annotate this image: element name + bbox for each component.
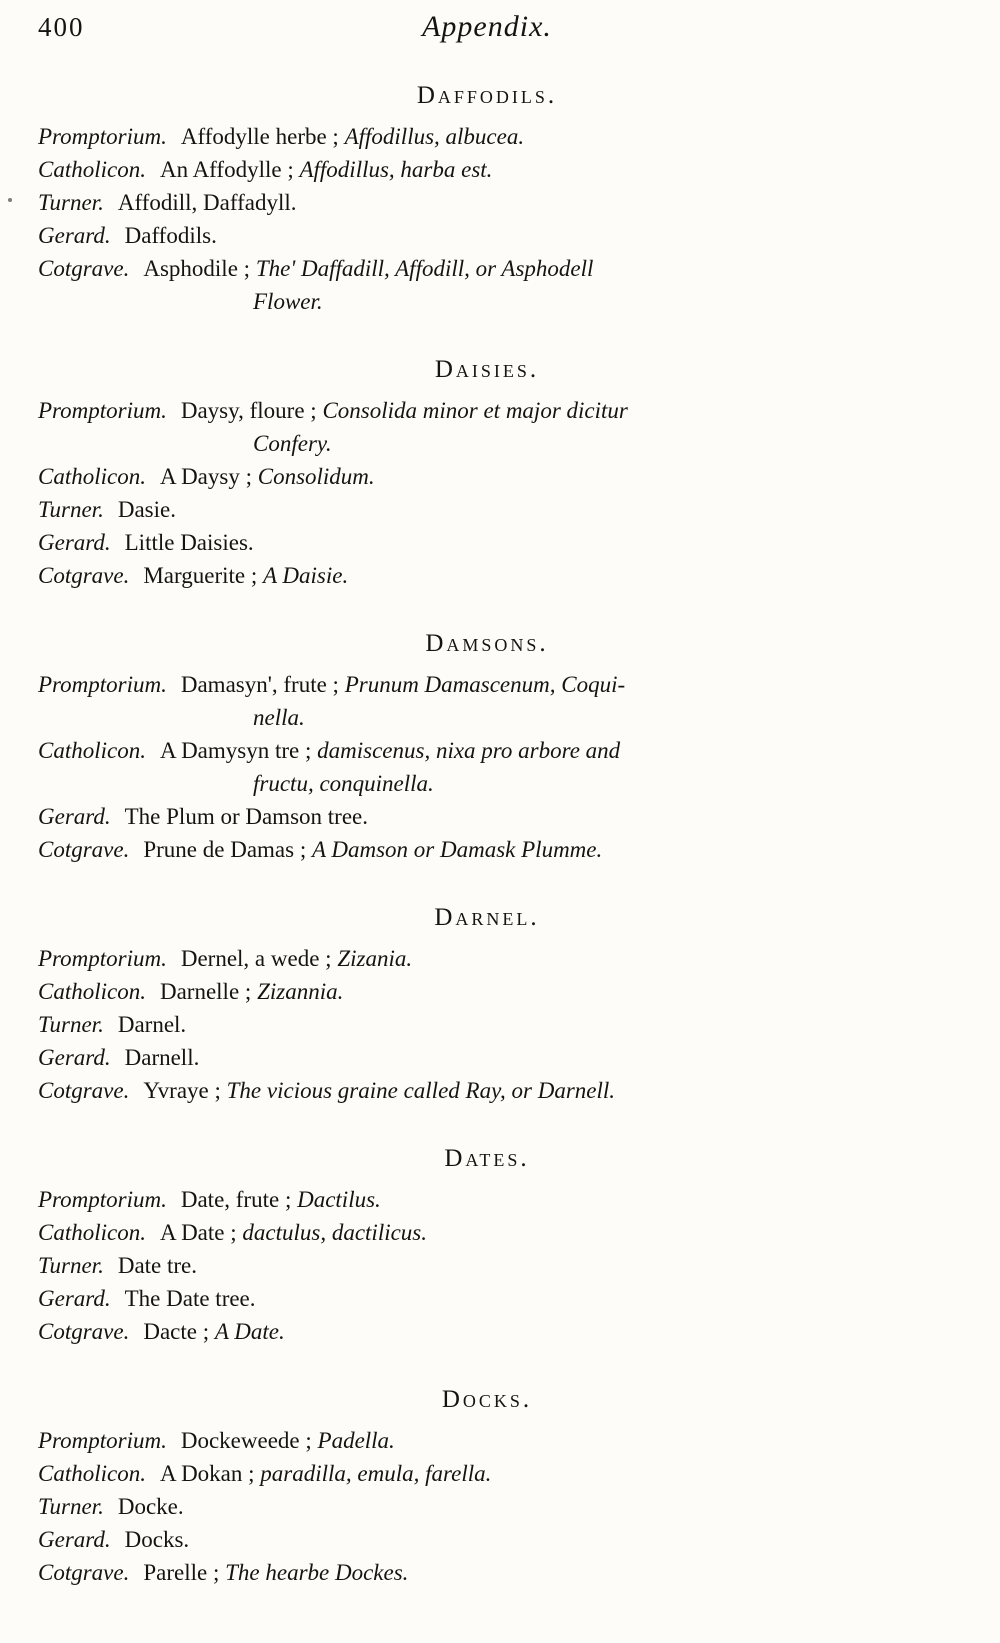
entry-latin-text: Consolida minor et major dicitur (322, 398, 628, 423)
glossary-entry (38, 833, 936, 866)
entry-latin-text: damiscenus, nixa pro arbore and (317, 738, 621, 763)
entry-english-text: Little Daisies. (124, 530, 254, 555)
glossary-section (38, 82, 936, 318)
glossary-section (38, 630, 936, 866)
entry-english-text: The Date tree. (124, 1286, 256, 1311)
glossary-section (38, 1386, 936, 1589)
entry-latin-text: Affodillus, harba est. (299, 157, 493, 182)
entry-source: Promptorium. (38, 672, 167, 697)
entry-source: Catholicon. (38, 979, 146, 1004)
section-title: Docks. (441, 1386, 533, 1413)
entry-source: Turner. (38, 1253, 104, 1278)
glossary-entry (38, 1183, 936, 1216)
entry-english-text: Dockeweede ; (180, 1428, 318, 1453)
entry-english-text: Date, frute ; (180, 1187, 298, 1212)
entry-source: Turner. (38, 1012, 104, 1037)
entry-source: Cotgrave. (38, 837, 130, 862)
section-title: Dates. (444, 1145, 530, 1172)
entry-latin-text: The vicious graine called Ray, or Darnell. (226, 1078, 616, 1103)
entry-english-text: Yvraye ; (143, 1078, 227, 1103)
entry-source: Turner. (38, 497, 104, 522)
entry-latin-text: dactulus, dactilicus. (242, 1220, 428, 1245)
glossary-entry (38, 800, 936, 833)
entry-english-text: Date tre. (117, 1253, 198, 1278)
glossary-entry (38, 1249, 936, 1282)
entry-latin-text: A Damson or Damask Plumme. (312, 837, 603, 862)
glossary-entry (38, 1556, 936, 1589)
entry-latin-text: A Daisie. (263, 563, 349, 588)
glossary-entry (38, 734, 936, 800)
entry-english-text: A Damysyn tre ; (159, 738, 318, 763)
entry-latin-text: Padella. (317, 1428, 395, 1453)
entry-latin-text: Consolidum. (257, 464, 375, 489)
glossary-entry (38, 1282, 936, 1315)
entry-english-text: An Affodylle ; (159, 157, 300, 182)
entry-english-text: Parelle ; (143, 1560, 226, 1585)
entry-continuation: nella. (253, 705, 305, 730)
entry-source: Cotgrave. (38, 1319, 130, 1344)
entry-english-text: Dacte ; (143, 1319, 215, 1344)
entry-source: Promptorium. (38, 124, 167, 149)
entry-latin-text: The hearbe Dockes. (225, 1560, 409, 1585)
glossary-entry (38, 942, 936, 975)
entry-source: Turner. (38, 190, 104, 215)
entry-source: Catholicon. (38, 738, 146, 763)
glossary-entry (38, 394, 936, 460)
entry-latin-text: The' Daffadill, Affodill, or Asphodell (255, 256, 594, 281)
glossary-entry (38, 1490, 936, 1523)
entry-source: Promptorium. (38, 398, 167, 423)
page-header (38, 10, 936, 56)
running-title: Appendix. (422, 10, 552, 43)
glossary-entry (38, 493, 936, 526)
entry-english-text: Dasie. (117, 497, 176, 522)
entry-source: Catholicon. (38, 1461, 146, 1486)
glossary-entry (38, 1216, 936, 1249)
entry-english-text: Prune de Damas ; (143, 837, 312, 862)
glossary-section (38, 904, 936, 1107)
entry-continuation: fructu, conquinella. (253, 771, 434, 796)
entry-english-text: Docks. (124, 1527, 190, 1552)
section-title: Damsons. (425, 630, 549, 657)
entry-source: Promptorium. (38, 1428, 167, 1453)
entry-english-text: Daffodils. (124, 223, 217, 248)
entry-source: Promptorium. (38, 1187, 167, 1212)
entry-source: Gerard. (38, 804, 111, 829)
entry-latin-text: Affodillus, albucea. (344, 124, 525, 149)
entry-english-text: Darnelle ; (159, 979, 258, 1004)
entry-english-text: A Dokan ; (159, 1461, 261, 1486)
section-title: Darnel. (434, 904, 540, 931)
entry-latin-text: A Date. (214, 1319, 285, 1344)
sections-container (38, 82, 936, 1589)
glossary-entry (38, 975, 936, 1008)
section-title: Daffodils. (416, 82, 558, 109)
glossary-entry (38, 460, 936, 493)
entry-english-text: Affodill, Daffadyll. (117, 190, 297, 215)
glossary-entry (38, 1523, 936, 1556)
entry-english-text: A Daysy ; (159, 464, 258, 489)
glossary-entry (38, 120, 936, 153)
entry-source: Catholicon. (38, 1220, 146, 1245)
entry-source: Turner. (38, 1494, 104, 1519)
entry-english-text: Marguerite ; (143, 563, 264, 588)
entry-english-text: Darnell. (124, 1045, 200, 1070)
glossary-entry (38, 526, 936, 559)
entry-latin-text: Dactilus. (297, 1187, 381, 1212)
entry-source: Gerard. (38, 1527, 111, 1552)
glossary-entry (38, 1315, 936, 1348)
glossary-section (38, 356, 936, 592)
glossary-entry (38, 1457, 936, 1490)
entry-english-text: Dernel, a wede ; (180, 946, 338, 971)
entry-source: Cotgrave. (38, 1078, 130, 1103)
entry-english-text: Asphodile ; (143, 256, 256, 281)
entry-latin-text: Zizania. (337, 946, 413, 971)
entry-english-text: Daysy, floure ; (180, 398, 323, 423)
glossary-entry (38, 1074, 936, 1107)
glossary-entry (38, 219, 936, 252)
entry-english-text: Docke. (117, 1494, 184, 1519)
entry-source: Gerard. (38, 1045, 111, 1070)
entry-source: Cotgrave. (38, 1560, 130, 1585)
entry-english-text: The Plum or Damson tree. (124, 804, 368, 829)
entry-latin-text: paradilla, emula, farella. (260, 1461, 492, 1486)
entry-source: Cotgrave. (38, 256, 130, 281)
glossary-entry (38, 559, 936, 592)
scan-speck (8, 198, 12, 202)
entry-source: Catholicon. (38, 464, 146, 489)
entry-source: Catholicon. (38, 157, 146, 182)
entry-source: Gerard. (38, 223, 111, 248)
page-number: 400 (38, 12, 85, 42)
glossary-entry (38, 668, 936, 734)
glossary-section (38, 1145, 936, 1348)
entry-continuation: Flower. (253, 289, 323, 314)
entry-english-text: Affodylle herbe ; (180, 124, 345, 149)
entry-source: Promptorium. (38, 946, 167, 971)
entry-source: Gerard. (38, 1286, 111, 1311)
entry-english-text: Darnel. (117, 1012, 187, 1037)
glossary-entry (38, 186, 936, 219)
glossary-entry (38, 1424, 936, 1457)
glossary-entry (38, 1041, 936, 1074)
section-title: Daisies. (434, 356, 540, 383)
entry-source: Gerard. (38, 530, 111, 555)
entry-english-text: Damasyn', frute ; (180, 672, 345, 697)
entry-source: Cotgrave. (38, 563, 130, 588)
entry-latin-text: Prunum Damascenum, Coqui- (344, 672, 626, 697)
glossary-entry (38, 1008, 936, 1041)
glossary-entry (38, 153, 936, 186)
glossary-entry (38, 252, 936, 318)
entry-latin-text: Zizannia. (257, 979, 344, 1004)
entry-continuation: Confery. (253, 431, 332, 456)
entry-english-text: A Date ; (159, 1220, 243, 1245)
